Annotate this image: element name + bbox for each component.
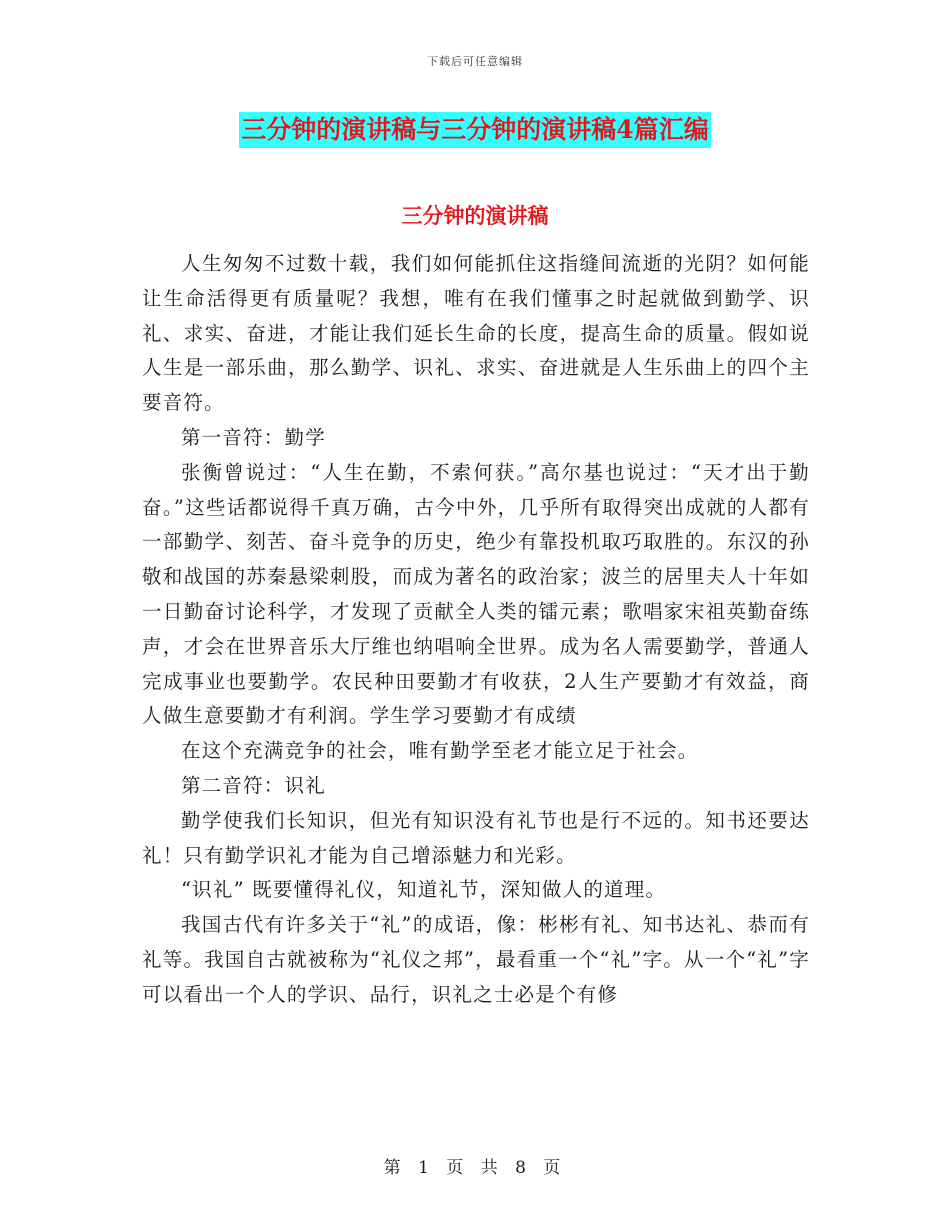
- header-note: 下载后可任意编辑: [427, 55, 523, 68]
- document-title-wrap: [0, 112, 950, 148]
- paragraph-intro: 人生匆匆不过数十载，我们如何能抓住这指缝间流逝的光阴？如何能让生命活得更有质量呢？我想，唯有在我们懂事之时起就做到勤学、识礼、求实、奋进，才能让我们延长生命的长度，提高生命的质量。假如说人生是一部乐曲，那么勤学、识礼、求实、奋进就是人生乐曲上的四个主要音符。: [142, 252, 810, 415]
- paragraph-competition: 在这个充满竞争的社会，唯有勤学至老才能立足于社会。: [181, 739, 699, 763]
- paragraph-heading-second-note: 第二音符：识礼: [181, 773, 326, 797]
- document-body: [142, 247, 810, 1013]
- paragraph-etiquette-idioms: 我国古代有许多关于“礼”的成语，像：彬彬有礼、知书达礼、恭而有礼等。我国自古就被称为“礼仪之邦”，最看重一个“礼”字。从一个“礼”字可以看出一个人的学识、品行，识礼之士必是个有修: [142, 913, 810, 1006]
- page-footer: 第 1 页 共 8 页: [383, 1158, 567, 1178]
- paragraph-knowledge-etiquette: 勤学使我们长知识，但光有知识没有礼节也是行不远的。知书还要达礼！只有勤学识礼才能为自己增添魅力和光彩。: [142, 808, 810, 867]
- paragraph-etiquette-definition: “识礼” 既要懂得礼仪，知道礼节，深知做人的道理。: [181, 878, 667, 902]
- paragraph-diligence: 张衡曾说过：“人生在勤，不索何获。”高尔基也说过：“天才出于勤奋。”这些话都说得千真万确，古今中外，几乎所有取得突出成就的人都有一部勤学、刻苦、奋斗竞争的历史，绝少有靠投机取巧取胜的。东汉的孙敬和战国的苏秦悬梁刺股，而成为著名的政治家；波兰的居里夫人十年如一日勤奋讨论科学，才发现了贡献全人类的镭元素；歌唱家宋祖英勤奋练声，才会在世界音乐大厅维也纳唱响全世界。成为名人需要勤学，普通人完成事业也要勤学。农民种田要勤才有收获，2人生产要勤才有效益，商人做生意要勤才有利润。学生学习要勤才有成绩: [142, 460, 810, 728]
- document-title: 三分钟的演讲稿与三分钟的演讲稿4篇汇编: [239, 112, 710, 148]
- paragraph-heading-first-note: 第一音符：勤学: [181, 425, 326, 449]
- section-title: 三分钟的演讲稿: [401, 203, 549, 228]
